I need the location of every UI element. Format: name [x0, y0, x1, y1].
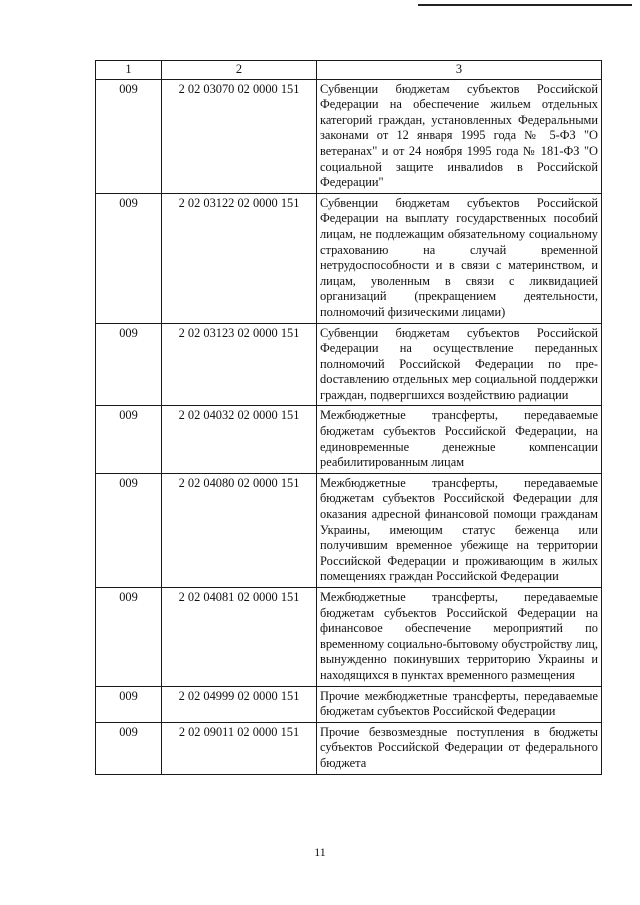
header-col-3: 3 [317, 61, 602, 80]
revenue-code-cell: 2 02 04032 02 0000 151 [162, 406, 317, 473]
revenue-codes-table [95, 60, 602, 775]
revenue-code-cell: 2 02 03070 02 0000 151 [162, 79, 317, 193]
admin-code-cell: 009 [96, 193, 162, 323]
table-header-row [96, 61, 602, 80]
revenue-code-cell: 2 02 09011 02 0000 151 [162, 722, 317, 774]
table-row [96, 588, 602, 687]
table-row [96, 686, 602, 722]
revenue-code-cell: 2 02 04999 02 0000 151 [162, 686, 317, 722]
table-row [96, 323, 602, 406]
admin-code-cell: 009 [96, 323, 162, 406]
page-number: 11 [314, 845, 326, 859]
table-row [96, 79, 602, 193]
revenue-description-cell: Субвенции бюджетам субъектов Российской Федерации на осуществление переданных полномочий Российской Федерации по преdоставлению отдельных мер социальной поддержки граждан, подвергшихся воздействию радиации [317, 323, 602, 406]
revenue-description-cell: Межбюджетные трансферты, передаваемые бюджетам субъектов Российской Федерации, на единовременные денежные компенсации реабилитированным лицам [317, 406, 602, 473]
admin-code-cell: 009 [96, 473, 162, 587]
revenue-description-cell: Прочие безвозмездные поступления в бюджеты субъектов Российской Федерации от федерального бюджета [317, 722, 602, 774]
revenue-code-cell: 2 02 03123 02 0000 151 [162, 323, 317, 406]
table-row [96, 193, 602, 323]
header-col-1: 1 [96, 61, 162, 80]
revenue-description-cell: Субвенции бюджетам субъектов Российской Федерации на выплату государственных пособий лицам, не подлежащим обязательному социальному страхованию на случай временной нетрудоспособности и в связи с материнством, и лицам, уволенным в связи с ликвидацией организаций (прекращением деятельности, полномочий физическими лицами) [317, 193, 602, 323]
table-row [96, 473, 602, 587]
table-row [96, 406, 602, 473]
revenue-code-cell: 2 02 03122 02 0000 151 [162, 193, 317, 323]
header-col-2: 2 [162, 61, 317, 80]
revenue-code-cell: 2 02 04080 02 0000 151 [162, 473, 317, 587]
revenue-code-cell: 2 02 04081 02 0000 151 [162, 588, 317, 687]
table-row [96, 722, 602, 774]
revenue-description-cell: Прочие межбюджетные трансферты, передаваемые бюджетам субъектов Российской Федерации [317, 686, 602, 722]
admin-code-cell: 009 [96, 406, 162, 473]
revenue-description-cell: Субвенции бюджетам субъектов Российской Федерации на обеспечение жильем отдельных категорий граждан, установленных Федеральными законами от 12 января 1995 года № 5-ФЗ "О ветеранах" и от 24 ноября 1995 года № 181-ФЗ "О социальной защите инвалиdов в Российской Федерации" [317, 79, 602, 193]
admin-code-cell: 009 [96, 79, 162, 193]
admin-code-cell: 009 [96, 686, 162, 722]
revenue-description-cell: Межбюджетные трансферты, передаваемые бюджетам субъектов Российской Федерации на финансовое обеспечение мероприятий по временному социально-бытовому обустройству лиц, вынужденно покинувших территорию Украины и находящихся в пунктах временного размещения [317, 588, 602, 687]
revenue-description-cell: Межбюджетные трансферты, передаваемые бюджетам субъектов Российской Федерации для оказания адресной финансовой помощи гражданам Украины, имеющим статус беженца или получившим временное убежище на территории Российской Федерации и проживающим в жилых помещениях граждан Российской Федерации [317, 473, 602, 587]
admin-code-cell: 009 [96, 722, 162, 774]
top-rule [418, 4, 632, 6]
admin-code-cell: 009 [96, 588, 162, 687]
